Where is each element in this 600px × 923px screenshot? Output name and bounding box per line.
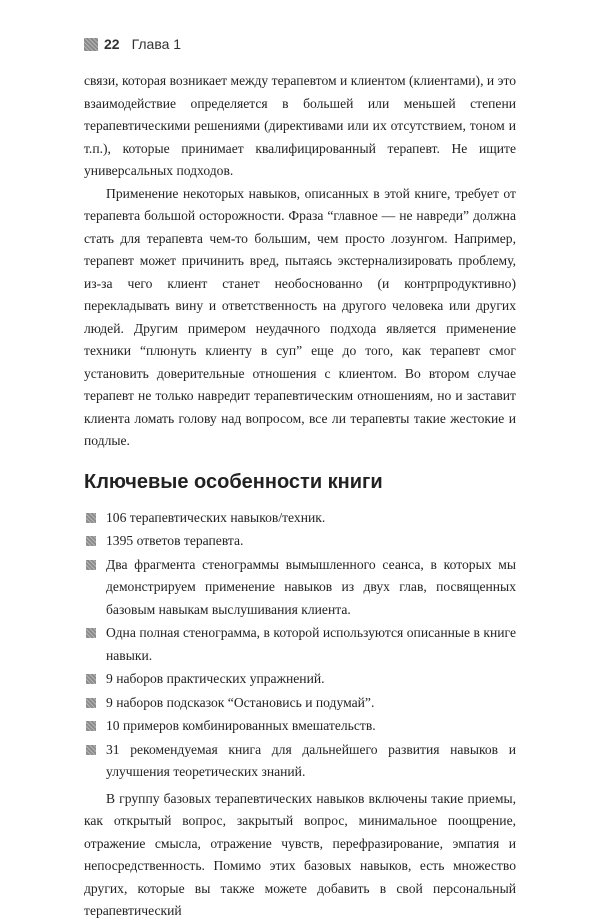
bullet-square-icon — [86, 560, 96, 570]
chapter-title: Глава 1 — [131, 36, 182, 52]
list-item: 9 наборов подсказок “Остановись и подумай”. — [84, 692, 516, 715]
bullet-square-icon — [86, 536, 96, 546]
paragraph-continued: связи, которая возникает между терапевтом и клиентом (клиентами), и это взаимодействие определяется в большей или меньшей степени терапевтическими решениями (директивами или их отсутствием, тоном и т.п.), которые принимает квалифицированный терапевт. Не ищите универсальных подходов. — [84, 73, 516, 178]
list-item: Одна полная стенограмма, в которой используются описанные в книге навыки. — [84, 622, 516, 667]
bullet-square-icon — [86, 628, 96, 638]
list-item: 9 наборов практических упражнений. — [84, 668, 516, 691]
list-item: 1395 ответов терапевта. — [84, 530, 516, 553]
bullet-square-icon — [86, 698, 96, 708]
bullet-square-icon — [86, 721, 96, 731]
features-list — [84, 507, 516, 784]
list-item: 10 примеров комбинированных вмешательств. — [84, 715, 516, 738]
list-item: Два фрагмента стенограммы вымышленного сеанса, в которых мы демонстрируем применение навыков из двух глав, посвященных базовым навыкам выслушивания клиента. — [84, 554, 516, 622]
header-square-icon — [84, 38, 98, 51]
bullet-square-icon — [86, 674, 96, 684]
bullet-square-icon — [86, 513, 96, 523]
page-number: 22 — [104, 36, 120, 52]
list-item: 31 рекомендуемая книга для дальнейшего развития навыков и улучшения теоретических знаний. — [84, 739, 516, 784]
paragraph-caution: Применение некоторых навыков, описанных в этой книге, требует от терапевта большой осторожности. Фраза “главное — не навреди” должна стать для терапевта чем-то большим, чем просто лозунгом. Например, терапевт может причинить вред, пытаясь экстернализировать проблему, из-за чего клиент станет необоснованно (и контрпродуктивно) перекладывать вину и ответственность на другого человека или других людей. Другим примером неудачного подхода является применение техники “плюнуть клиенту в суп” еще до того, как терапевт смог установить доверительные отношения с клиентом. Во втором случае терапевт не только навредит терапевтическим отношениям, но и заставит клиента ломать голову над вопросом, все ли терапевты такие жестокие и подлые. — [84, 185, 516, 448]
paragraph-basic-skills: В группу базовых терапевтических навыков включены такие приемы, как открытый вопрос, закрытый вопрос, минимальное поощрение, отражение смысла, отражение чувств, перефразирование, эмпатия и непосредственность. Помимо этих базовых навыков, есть множество других, которые вы также можете добавить в свой персональный терапевтический — [84, 790, 516, 918]
running-header — [84, 36, 181, 52]
list-item: 106 терапевтических навыков/техник. — [84, 507, 516, 530]
page-body — [84, 70, 516, 923]
section-heading: Ключевые особенности книги — [84, 470, 383, 493]
